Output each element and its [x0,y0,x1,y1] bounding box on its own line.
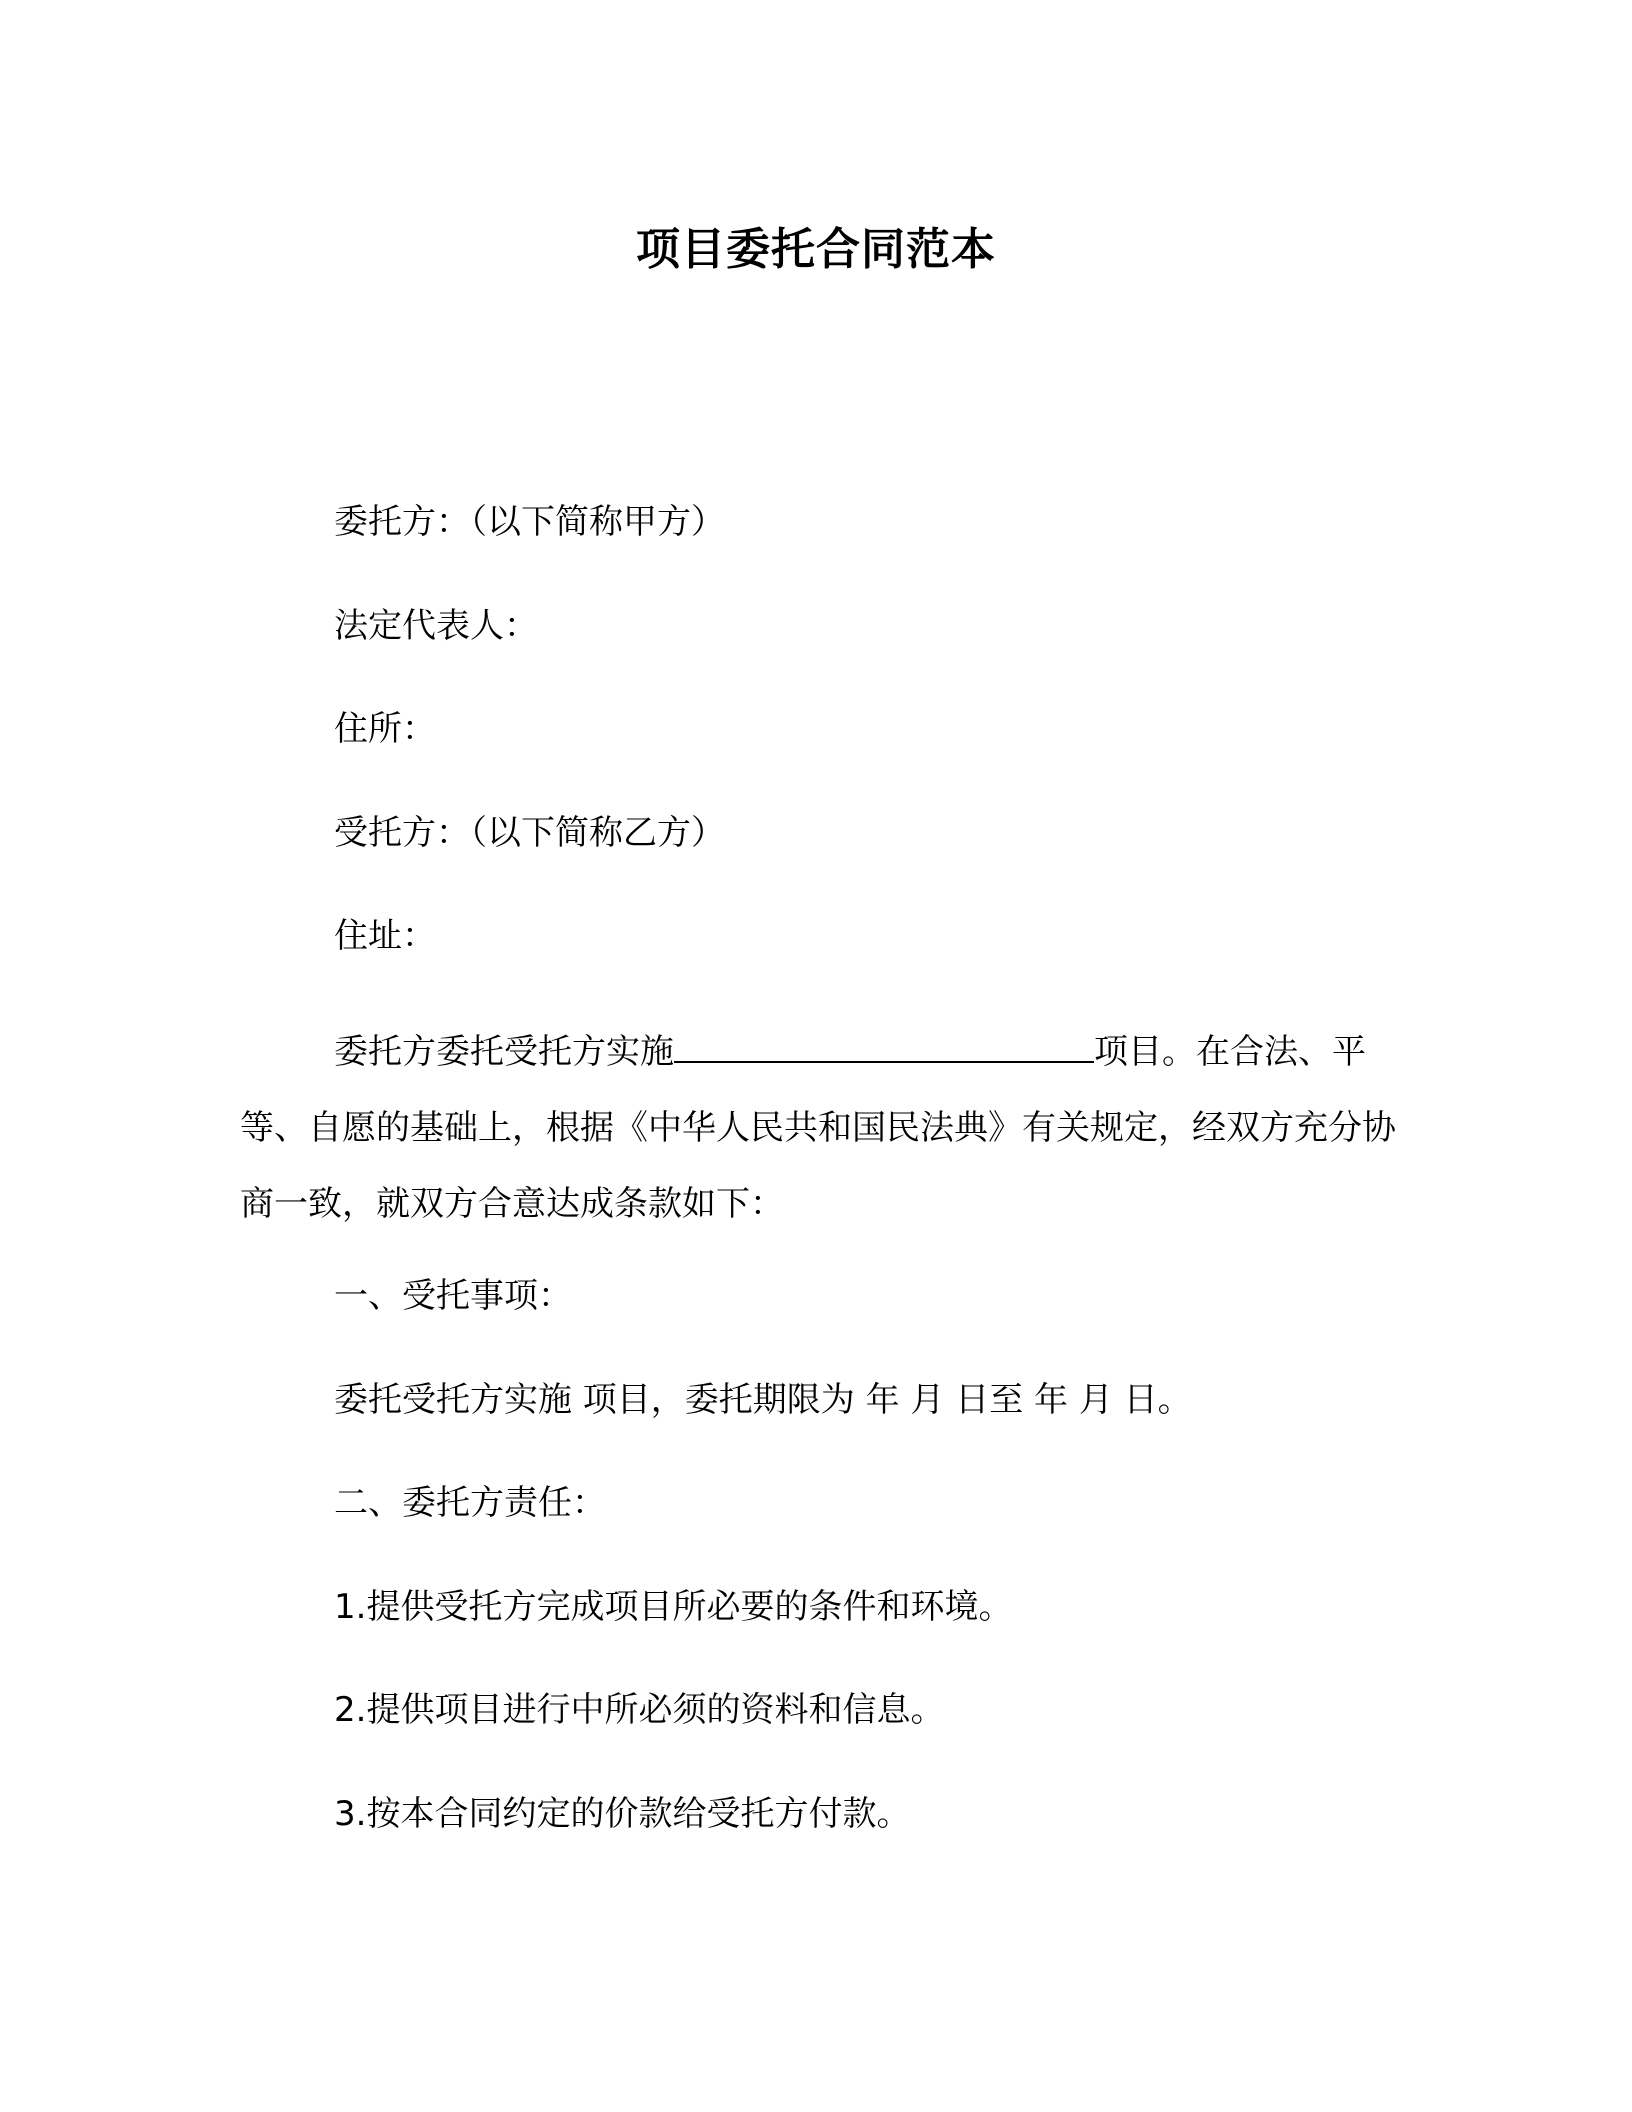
section1-text: 委托受托方实施 项目，委托期限为 年 月 日至 年 月 日。 [334,1380,1192,1420]
project-name-blank [674,1031,1094,1063]
section1-heading: 一、受托事项： [334,1276,572,1316]
section2-item: 3.按本合同约定的价款给受托方付款。 [334,1794,911,1834]
section2-item: 1.提供受托方完成项目所必要的条件和环境。 [334,1587,1013,1627]
section2-heading: 二、委托方责任： [334,1483,606,1523]
agent-field: 受托方：（以下简称乙方） [334,813,725,853]
section2-item: 2.提供项目进行中所必须的资料和信息。 [334,1690,945,1730]
intro-text-start: 委托方委托受托方实施 [334,1032,674,1072]
legal-rep-field: 法定代表人： [334,606,538,646]
residence-field: 住所： [334,709,436,749]
principal-field: 委托方：（以下简称甲方） [334,502,725,542]
intro-text-end: 项目。在合法、平等、自愿的基础上，根据《中华人民共和国民法典》有关规定，经双方充分协商一致，就双方合意达成条款如下： [240,1032,1396,1224]
address-field: 住址： [334,916,436,956]
intro-paragraph [240,1014,1400,1242]
document-title: 项目委托合同范本 [636,224,996,275]
